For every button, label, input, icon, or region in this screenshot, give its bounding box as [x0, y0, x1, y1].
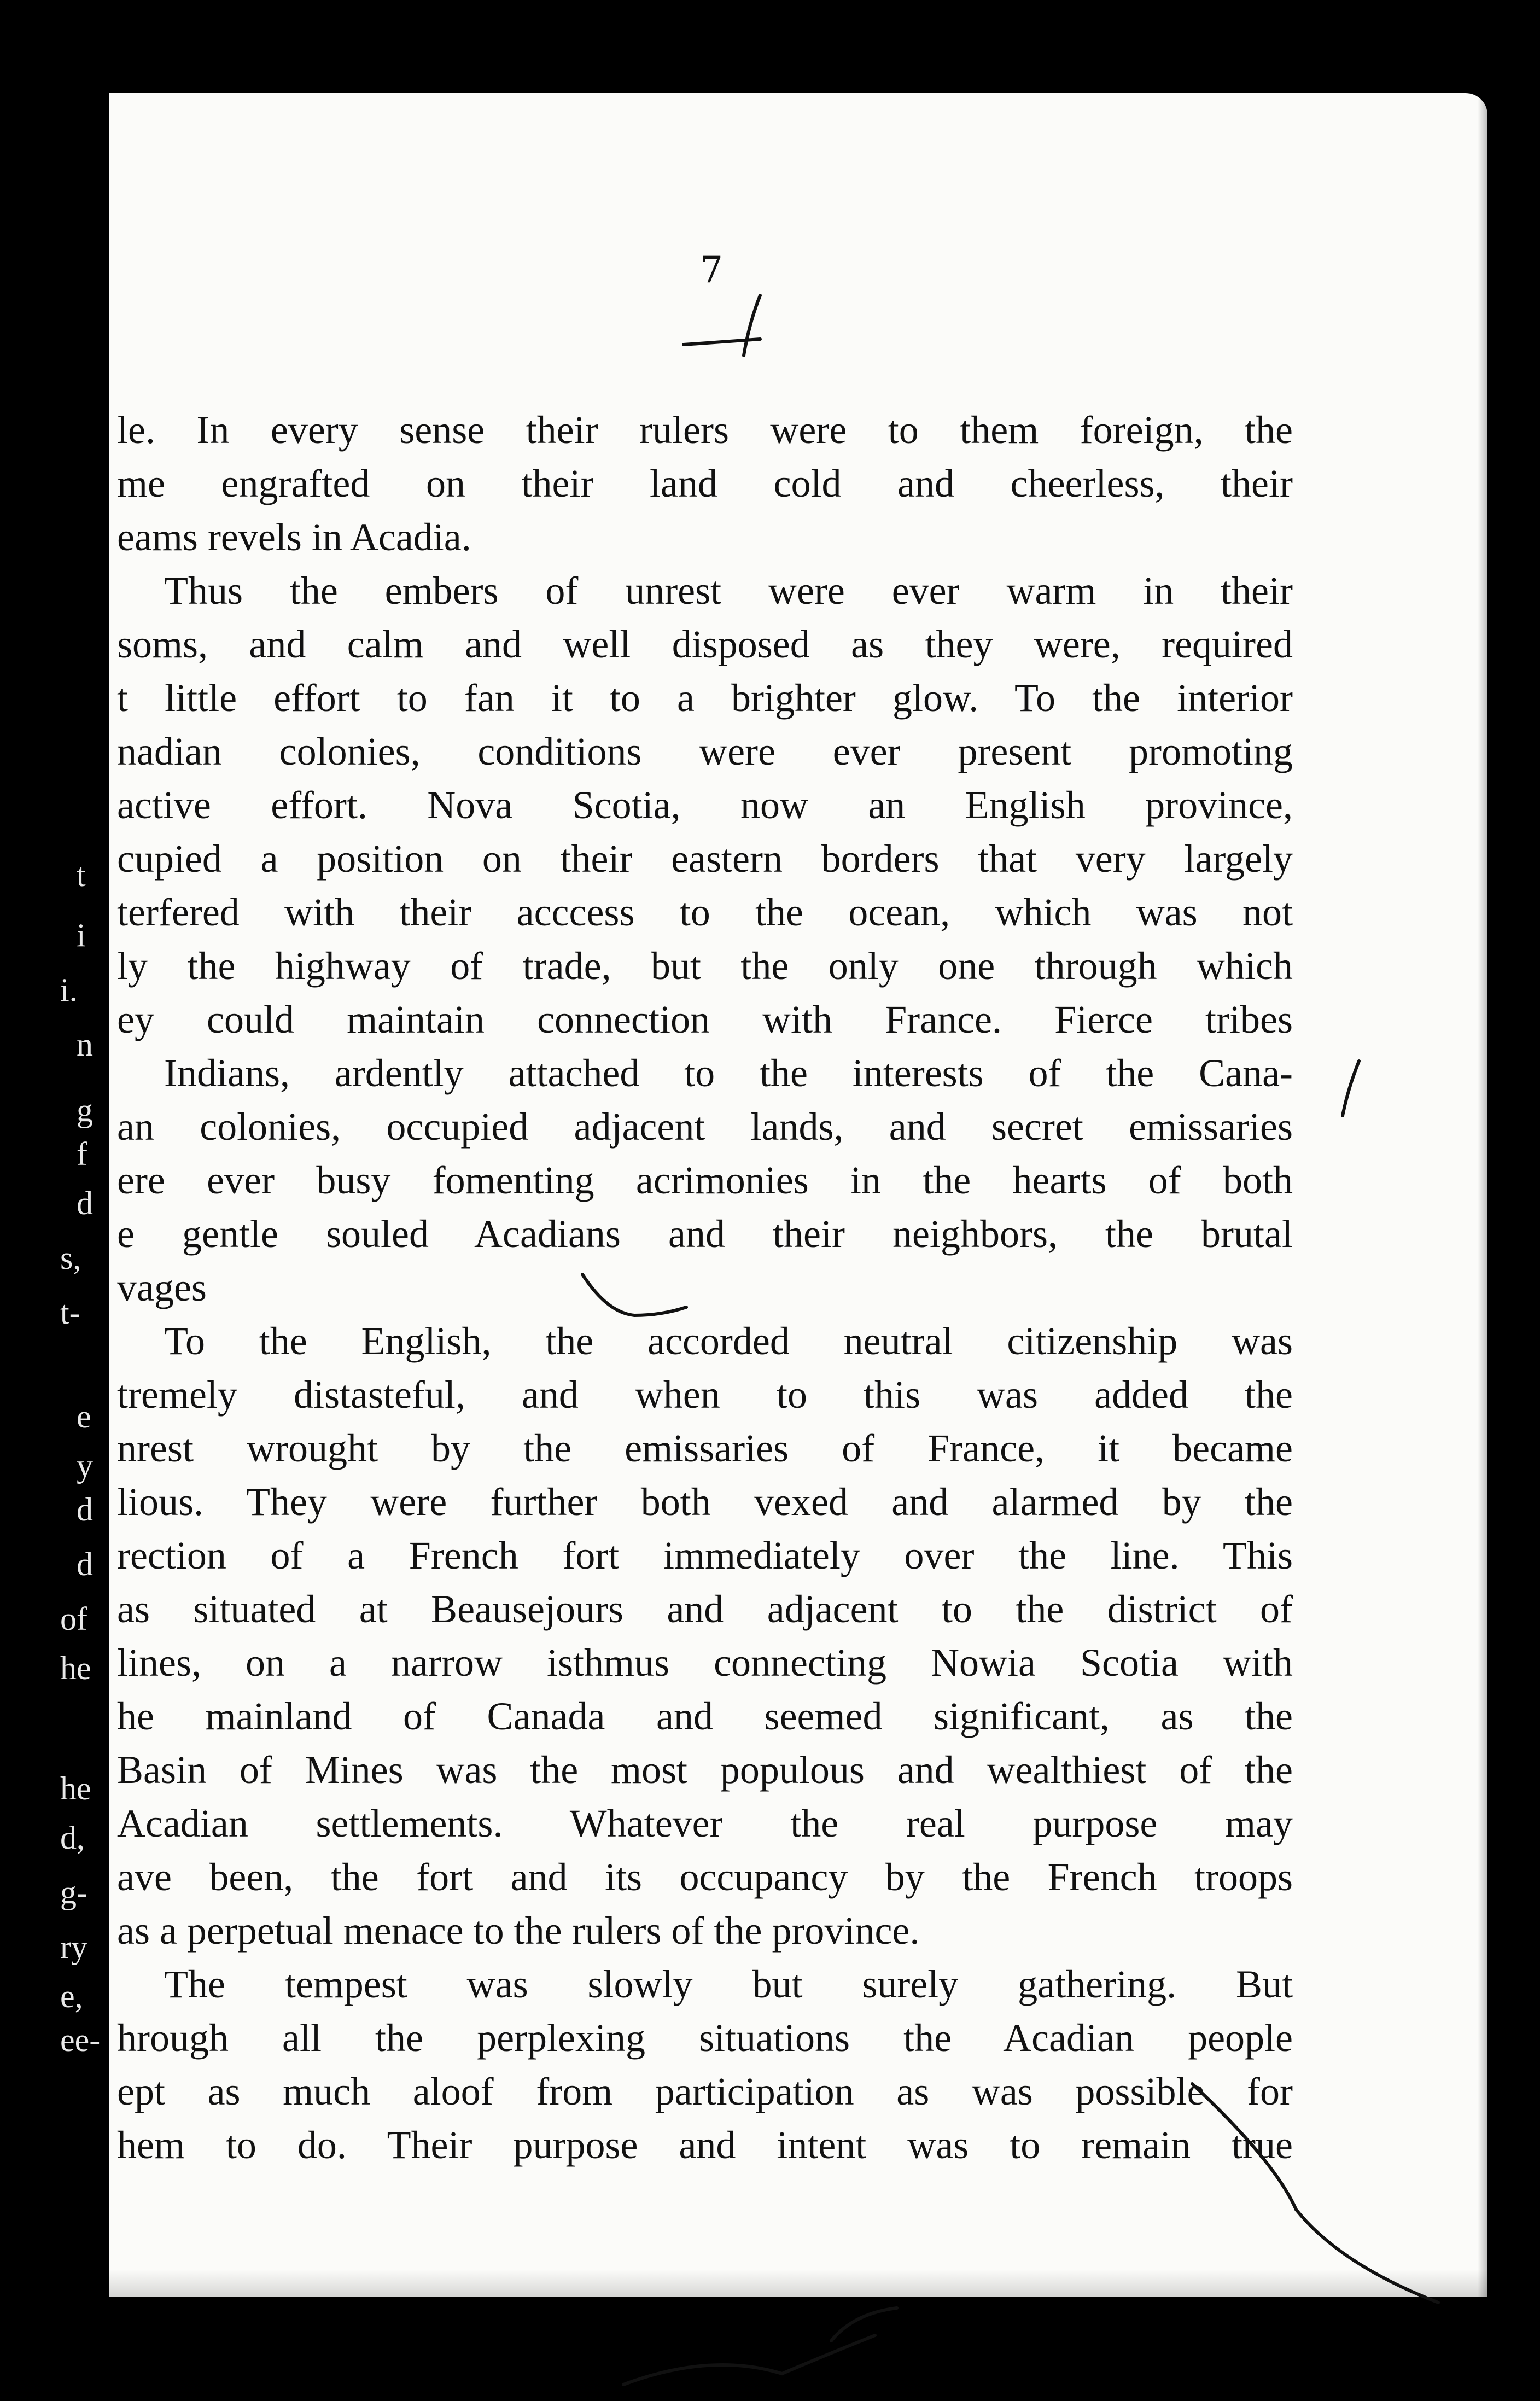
page-number: 7: [700, 249, 723, 291]
handwritten-margin-slash: [1334, 1056, 1367, 1121]
text-line: cupied a position on their eastern borders that very largely: [117, 837, 1293, 881]
adjacent-page-fragment: g-: [60, 1874, 88, 1910]
adjacent-page-fragment: g: [77, 1092, 93, 1128]
adjacent-page-fragment: y: [77, 1448, 93, 1484]
text-line: eams revels in Acadia.: [117, 515, 471, 559]
adjacent-page-fragment: e: [77, 1398, 91, 1435]
page-bottom-shadow: [109, 2270, 1488, 2297]
text-line: Thus the embers of unrest were ever warm in their: [164, 569, 1293, 613]
text-line: lines, on a narrow isthmus connecting Nowia Scotia with: [117, 1641, 1293, 1685]
text-line: Indians, ardently attached to the interests of the Cana-: [164, 1051, 1293, 1095]
text-line: ave been, the fort and its occupancy by the French troops: [117, 1855, 1293, 1899]
text-line: nrest wrought by the emissaries of France, it became: [117, 1426, 1293, 1470]
book-binding-edge: [0, 0, 109, 2401]
handwritten-strike-mark: [678, 290, 788, 361]
text-line: as a perpetual menace to the rulers of the province.: [117, 1909, 920, 1953]
text-line: active effort. Nova Scotia, now an English province,: [117, 783, 1293, 827]
book-page: [109, 93, 1488, 2297]
text-line: lious. They were further both vexed and alarmed by the: [117, 1480, 1293, 1524]
text-line: rection of a French fort immediately over the line. This: [117, 1534, 1293, 1577]
adjacent-page-fragment: s,: [60, 1240, 81, 1276]
text-line: Acadian settlements. Whatever the real purpose may: [117, 1802, 1293, 1845]
adjacent-page-fragment: of: [60, 1601, 88, 1637]
text-line: as situated at Beausejours and adjacent to the district of: [117, 1587, 1293, 1631]
text-line: ere ever busy fomenting acrimonies in the hearts of both: [117, 1158, 1293, 1202]
adjacent-page-fragment: d: [77, 1546, 93, 1582]
adjacent-page-fragment: d,: [60, 1820, 85, 1856]
text-line: soms, and calm and well disposed as they were, required: [117, 622, 1293, 666]
text-line: Basin of Mines was the most populous and wealthiest of the: [117, 1748, 1293, 1792]
adjacent-page-fragment: he: [60, 1650, 91, 1686]
handwritten-bottom-flourish: [612, 2303, 995, 2390]
adjacent-page-fragment: he: [60, 1770, 91, 1806]
adjacent-page-fragment: d: [77, 1185, 93, 1221]
text-line: hrough all the perplexing situations the Acadian people: [117, 2016, 1293, 2060]
adjacent-page-fragment: ry: [60, 1929, 88, 1965]
adjacent-page-fragment: e,: [60, 1978, 83, 2014]
adjacent-page-fragment: n: [77, 1027, 93, 1063]
text-line: The tempest was slowly but surely gathering. But: [164, 1962, 1293, 2006]
text-line: t little effort to fan it to a brighter glow. To the interior: [117, 676, 1293, 720]
text-line: me engrafted on their land cold and cheerless, their: [117, 462, 1293, 505]
text-line: le. In every sense their rulers were to them foreign, the: [117, 408, 1293, 452]
text-line: ly the highway of trade, but the only one through which: [117, 944, 1293, 988]
text-line: vages: [117, 1266, 207, 1309]
text-line: To the English, the accorded neutral citizenship was: [164, 1319, 1293, 1363]
adjacent-page-fragment: f: [77, 1136, 88, 1172]
text-line: an colonies, occupied adjacent lands, and secret emissaries: [117, 1105, 1293, 1149]
handwritten-caret-mark: [574, 1269, 700, 1329]
text-line: ept as much aloof from participation as was possible for: [117, 2070, 1293, 2113]
text-line: e gentle souled Acadians and their neighbors, the brutal: [117, 1212, 1293, 1256]
text-line: he mainland of Canada and seemed significant, as the: [117, 1694, 1293, 1738]
text-line: hem to do. Their purpose and intent was to remain true: [117, 2123, 1293, 2167]
adjacent-page-fragment: i: [77, 917, 86, 953]
adjacent-page-fragment: t: [77, 857, 86, 893]
adjacent-page-fragment: i.: [60, 972, 78, 1008]
adjacent-page-fragment: ee-: [60, 2022, 101, 2058]
text-line: tremely distasteful, and when to this was added the: [117, 1373, 1293, 1417]
text-line: nadian colonies, conditions were ever present promoting: [117, 730, 1293, 773]
text-line: ey could maintain connection with France. Fierce tribes: [117, 998, 1293, 1041]
adjacent-page-fragment: t-: [60, 1295, 80, 1331]
text-line: terfered with their acccess to the ocean, which was not: [117, 890, 1293, 934]
adjacent-page-fragment: d: [77, 1491, 93, 1528]
